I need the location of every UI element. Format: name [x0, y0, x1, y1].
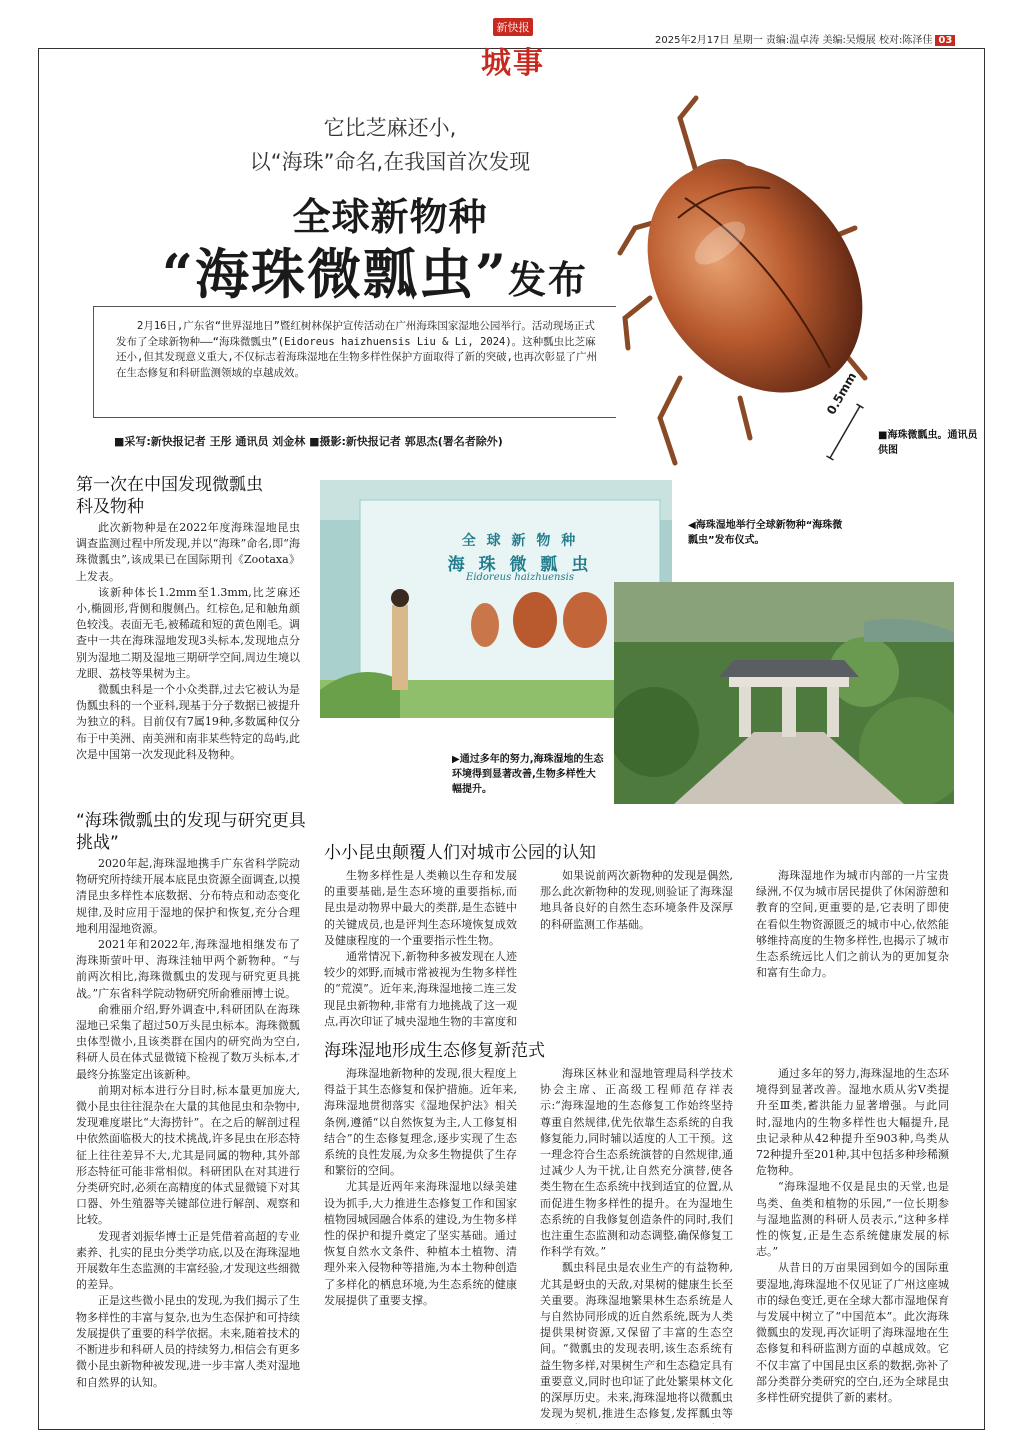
section3-paragraph: 海珠湿地作为城市内部的一片宝贵绿洲,不仅为城市居民提供了休闲游憩和教育的空间,更重要的是,它表明了即使在看似生物资源匮乏的城市中心,依然能够维持高度的生物多样性,也揭示了城市生态系统远比人们之前认为的更加复杂和富有生命力。 [756, 869, 949, 980]
section-logo [476, 18, 550, 82]
headline-title-1: 全球新物种 [292, 194, 488, 239]
kicker-line-2: 以“海珠”命名,在我国首次发现 [249, 150, 531, 174]
section2-paragraph: 2020年起,海珠湿地携手广东省科学院动物研究所持续开展本底昆虫资源全面调查,以摸清昆虫多样性本底数据、分布特点和动态变化规律,及时应用于湿地的保护和恢复,充分合理地利用湿地资源。 [76, 857, 300, 935]
headline-title-2 [95, 232, 655, 309]
section3-column-3 [756, 868, 949, 1028]
section4-paragraph: 海珠区林业和湿地管理局科学技术协会主席、正高级工程师范存祥表示:“海珠湿地的生态修复工作始终坚持尊重自然规律,优先依靠生态系统的自我修复能力,同时辅以适度的人工干预。这一理念符合生态系统演替的自然规律,通过减少人为干扰,让自然充分演替,使各类生物在生态系统中找到适宜的位置,从而促进生物多样性的提升。在为湿地生态系统的自我修复创造条件的同时,我们也注重生态监测和动态调整,确保修复工作科学有效。” [540, 1067, 733, 1259]
section4-paragraph: 海珠湿地新物种的发现,很大程度上得益于其生态修复和保护措施。近年来,海珠湿地贯彻落实《湿地保护法》相关条例,遵循“以自然恢复为主,人工修复相结合”的生态修复理念,逐步实现了生态系统的良性发展,为众多生物提供了生存和繁衍的空间。 [324, 1067, 517, 1178]
headline-species-name: “海珠微瓢虫” [161, 242, 509, 306]
section1-paragraph: 微瓢虫科是一个小众类群,过去它被认为是伪瓢虫科的一个亚科,现基于分子数据已被提升为独立的科。目前仅有7属19种,多数属种仅分布于中美洲、南美洲和南非某些特定的岛屿,此次是中国第一次发现此科及物种。 [76, 683, 300, 761]
section2-paragraph: 正是这些微小昆虫的发现,为我们揭示了生物多样性的丰富与复杂,也为生态保护和可持续发展提供了重要的科学依据。未来,随着技术的不断进步和科研人员的持续努力,相信会有更多微小昆虫新物种被发现,进一步丰富人类对湿地和自然界的认知。 [76, 1294, 300, 1389]
section3-paragraph: 通常情况下,新物种多被发现在人迹较少的郊野,而城市常被视为生物多样性的“荒漠”。近年来,海珠湿地接二连三发现昆虫新物种,非常有力地挑战了这一观点,再次印证了城央湿地生物的丰富度和 [324, 950, 517, 1028]
banner-line-1: 全 球 新 物 种 [461, 533, 579, 549]
section4-paragraph: 从昔日的万亩果园到如今的国际重要湿地,海珠湿地不仅见证了广州这座城市的绿色变迁,更在全球大都市湿地保育与发展中树立了“中国范本”。此次海珠微瓢虫的发现,再次证明了海珠湿地在生态修复和科研监测方面的卓越成效。它不仅丰富了中国昆虫区系的数据,弥补了部分类群分类研究的空白,还为全球昆虫多样性研究提供了新的素材。 [756, 1261, 949, 1405]
section2-body [76, 856, 300, 1391]
kicker-line-1: 它比芝麻还小, [323, 116, 457, 140]
ceremony-caption: ◀海珠湿地举行全球新物种“海珠微瓢虫”发布仪式。 [688, 520, 843, 546]
section1-body [76, 520, 300, 763]
lead-paragraph: 2月16日,广东省“世界湿地日”暨红树林保护宣传活动在广州海珠国家湿地公园举行。活动现场正式发布了全球新物种——“海珠微瓢虫”(Eidoreus haizhuensis Liu & Li, 2024)。这种瓢虫比芝麻还小,但其发现意义重大,不仅标志着海珠湿地在生物多样性保护方面取得了新的突破,也再次彰显了广州在生态修复和科研监测领域的卓越成效。 [93, 306, 616, 418]
byline: ■采写:新快报记者 王彤 通讯员 刘金林 ■摄影:新快报记者 郭思杰(署名者除外) [114, 435, 503, 448]
section4-column-3 [756, 1066, 949, 1424]
banner-latin: Eidoreus haizhuensis [466, 572, 574, 583]
section3-heading: 小小昆虫颠覆人们对城市公园的认知 [324, 843, 596, 863]
section2-paragraph: 俞雅丽介绍,野外调查中,科研团队在海珠湿地已采集了超过50万头昆虫标本。海珠微瓢虫体型微小,且该类群在国内的研究尚为空白,科研人员在体式显微镜下检视了数万头标本,才最终分拣鉴定出该新种。 [76, 1002, 300, 1081]
aerial-caption: ▶通过多年的努力,海珠湿地的生态环境得到显著改善,生物多样性大幅提升。 [452, 754, 604, 795]
section2-heading: “海珠微瓢虫的发现与研究更具挑战” [76, 811, 306, 853]
section4-column-2 [540, 1066, 733, 1424]
section3-column-1 [324, 868, 517, 1028]
section1-heading: 第一次在中国发现微瓢虫科及物种 [76, 475, 263, 517]
aerial-photo [614, 582, 954, 804]
section1-paragraph: 该新种体长1.2mm至1.3mm,比芝麻还小,椭圆形,背侧和腹侧凸。红棕色,足和触角颜色较浅。表面无毛,被稀疏和短的黄色刚毛。调查中一共在海珠湿地发现3头标本,发现地点分别为湿地二期及湿地三期研学空间,周边生境以龙眼、荔枝等果树为主。 [76, 585, 300, 680]
section4-column-1 [324, 1066, 517, 1424]
section2-paragraph: 发现者刘振华博士正是凭借着高超的专业素养、扎实的昆虫分类学功底,以及在海珠湿地开展数年生态监测的丰富经验,才发现这些细微的差异。 [76, 1229, 300, 1292]
section4-heading: 海珠湿地形成生态修复新范式 [324, 1041, 545, 1061]
headline-suffix: 发布 [508, 257, 589, 302]
section-title: 城事 [481, 46, 545, 81]
section4-paragraph: 尤其是近两年来海珠湿地以绿美建设为抓手,大力推进生态修复工作和国家植物园城园融合体系的建设,为生物多样性的保护和提升奠定了坚实基础。通过恢复自然水文条件、种植本土植物、清理外来入侵物种等措施,为本土物种创造了多样化的栖息环境,为生态系统的健康发展提供了重要支撑。 [324, 1180, 517, 1307]
section4-paragraph: “海珠湿地不仅是昆虫的天堂,也是鸟类、鱼类和植物的乐园,”一位长期参与湿地监测的科研人员表示,“这种多样性的恢复,正是生态系统健康发展的标志。” [756, 1180, 949, 1259]
beetle-caption: ■海珠微瓢虫。通讯员供图 [878, 430, 978, 456]
section3-paragraph: 生物多样性是人类赖以生存和发展的重要基础,是生态环境的重要指标,而昆虫是动物界中最大的类群,是生态链中的关键成员,也是评判生态环境恢复成效及健康程度的一个重要指示性生物。 [324, 869, 517, 947]
dateline-text: 2025年2月17日 星期一 责编:温卓涛 美编:吴熳展 校对:陈泽佳 [655, 35, 933, 46]
brand-badge: 新快报 [493, 18, 533, 36]
section3-paragraph: 如果说前两次新物种的发现是偶然,那么此次新物种的发现,则验证了海珠湿地具备良好的自然生态环境条件及深厚的科研监测工作基础。 [540, 869, 733, 931]
section4-paragraph: 瓢虫科昆虫是农业生产的有益物种,尤其是蚜虫的天敌,对果树的健康生长至关重要。海珠湿地繁果林生态系统是人与自然协同形成的近自然系统,既为人类提供果树资源,又保留了丰富的生态空间。“微瓢虫的发现表明,该生态系统有益生物多样,对果树生产和生态稳定具有重要意义,同时也印证了此处繁果林文化的深厚历史。未来,海珠湿地将以微瓢虫发现为契机,推进生态修复,发挥瓢虫等 [540, 1261, 733, 1421]
section4-paragraph: 通过多年的努力,海珠湿地的生态环境得到显著改善。湿地水质从劣Ⅴ类提升至Ⅲ类,蓄洪能力显著增强。与此同时,湿地内的生物多样性也大幅提升,昆虫记录种从42种提升至903种,鸟类从72种提升至201种,其中包括多种珍稀濒危物种。 [756, 1067, 949, 1178]
beetle-illustration [580, 78, 880, 478]
section2-paragraph: 2021年和2022年,海珠湿地相继发布了海珠斯萤叶甲、海珠洼轴甲两个新物种。“与前两次相比,海珠微瓢虫的发现与研究更具挑战。”广东省科学院动物研究所俞雅丽博士说。 [76, 938, 300, 1000]
scale-label: 0.5mm [824, 369, 860, 417]
section2-paragraph: 前期对标本进行分目时,标本量更加庞大,微小昆虫往往混杂在大量的其他昆虫和杂物中,发现难度堪比“大海捞针”。在之后的解剖过程中依然面临极大的技术挑战,许多昆虫在形态特征上往往差异不大,尤其是同属的物种,其外部形态特征可能非常相似。科研团队在对其进行分类研究时,必须在高精度的体式显微镜下对其口器、外生殖器等关键部位进行解剖、观察和比较。 [76, 1083, 300, 1227]
dateline [655, 31, 955, 46]
section3-column-2 [540, 868, 733, 1028]
page-number: 03 [935, 35, 955, 46]
section1-paragraph: 此次新物种是在2022年度海珠湿地昆虫调查监测过程中所发现,并以“海珠”命名,即“海珠微瓢虫”,该成果已在国际期刊《Zootaxa》上发表。 [76, 521, 300, 583]
banner-line-2: 海 珠 微 瓢 虫 [447, 555, 593, 575]
